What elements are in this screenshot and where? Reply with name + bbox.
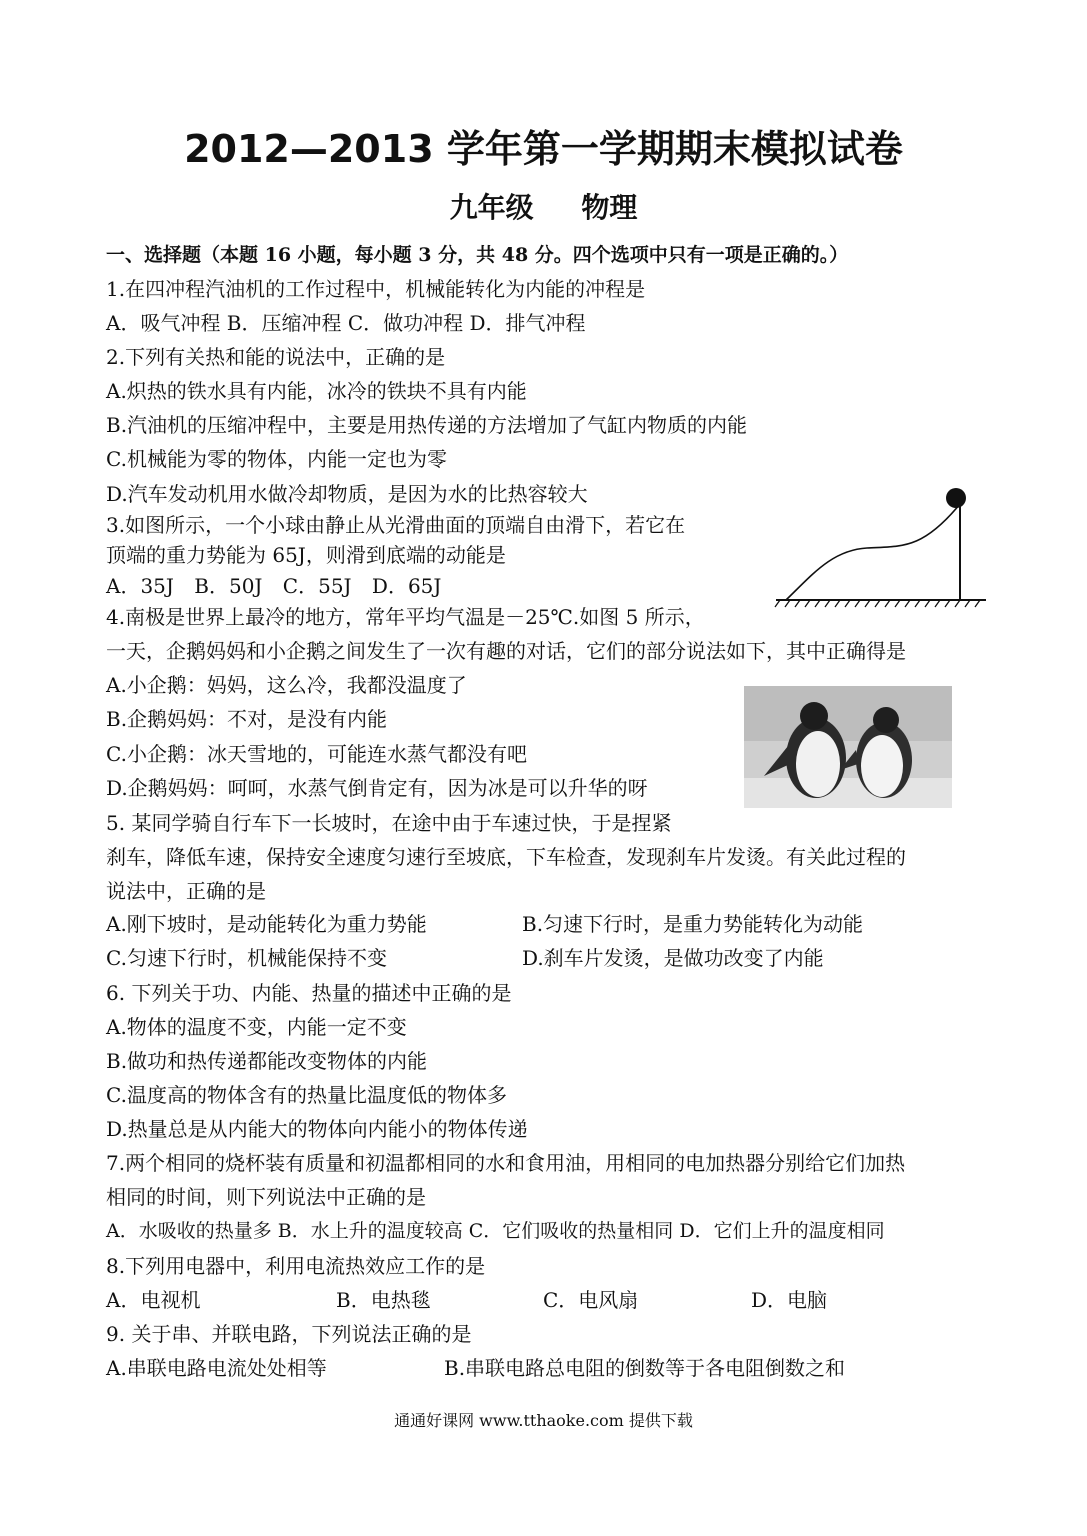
q3-options: A．35J B．50J C．55J D．65J — [106, 574, 442, 598]
q8-stem: 8.下列用电器中，利用电流热效应工作的是 — [106, 1254, 486, 1278]
q2-option-c: C.机械能为零的物体，内能一定也为零 — [106, 447, 447, 471]
q9-option-a: A.串联电路电流处处相等 — [106, 1356, 327, 1380]
q5-stem-3: 说法中，正确的是 — [106, 879, 266, 903]
ball-icon — [946, 488, 966, 508]
q6-stem: 6. 下列关于功、内能、热量的描述中正确的是 — [106, 981, 512, 1005]
q3-stem-2: 顶端的重力势能为 65J，则滑到底端的动能是 — [106, 543, 506, 567]
q4-option-b: B.企鹅妈妈：不对，是没有内能 — [106, 707, 388, 731]
q2-option-d: D.汽车发动机用水做冷却物质，是因为水的比热容较大 — [106, 482, 588, 506]
q2-option-b: B.汽油机的压缩冲程中，主要是用热传递的方法增加了气缸内物质的内能 — [106, 413, 748, 437]
q2-option-a: A.炽热的铁水具有内能，冰冷的铁块不具有内能 — [106, 379, 527, 403]
penguins-photo — [744, 686, 952, 808]
q6-option-d: D.热量总是从内能大的物体向内能小的物体传递 — [106, 1117, 528, 1141]
q5-option-a: A.刚下坡时，是动能转化为重力势能 — [106, 912, 427, 936]
curved-slope-figure — [772, 480, 988, 610]
q4-option-a: A.小企鹅：妈妈，这么冷，我都没温度了 — [106, 673, 467, 697]
page-footer: 通通好课网 www.tthaoke.com 提供下载 — [394, 1411, 693, 1430]
q6-option-c: C.温度高的物体含有的热量比温度低的物体多 — [106, 1083, 507, 1107]
ground-hatch — [775, 600, 980, 607]
q4-option-d: D.企鹅妈妈：呵呵，水蒸气倒肯定有，因为冰是可以升华的呀 — [106, 776, 648, 800]
q5-option-c: C.匀速下行时，机械能保持不变 — [106, 946, 387, 970]
q1-options: A．吸气冲程 B．压缩冲程 C．做功冲程 D．排气冲程 — [106, 311, 586, 335]
q7-stem-2: 相同的时间，则下列说法中正确的是 — [106, 1185, 426, 1209]
q2-stem: 2.下列有关热和能的说法中，正确的是 — [106, 345, 446, 369]
exam-subtitle: 九年级 物理 — [449, 191, 638, 224]
curved-track — [786, 504, 960, 600]
q5-stem-2: 刹车，降低车速，保持安全速度匀速行至坡底，下车检查，发现刹车片发烫。有关此过程的 — [106, 845, 906, 869]
q9-option-b: B.串联电路总电阻的倒数等于各电阻倒数之和 — [444, 1356, 846, 1380]
q8-option-c: C．电风扇 — [543, 1288, 639, 1312]
q7-options: A．水吸收的热量多 B．水上升的温度较高 C．它们吸收的热量相同 D．它们上升的温度相同 — [106, 1220, 885, 1242]
q8-option-d: D．电脑 — [751, 1288, 828, 1312]
q9-stem: 9. 关于串、并联电路，下列说法正确的是 — [106, 1322, 472, 1346]
q4-option-c: C.小企鹅：冰天雪地的，可能连水蒸气都没有吧 — [106, 742, 527, 766]
q6-option-a: A.物体的温度不变，内能一定不变 — [106, 1015, 407, 1039]
q6-option-b: B.做功和热传递都能改变物体的内能 — [106, 1049, 428, 1073]
q7-stem-1: 7.两个相同的烧杯装有质量和初温都相同的水和食用油，用相同的电加热器分别给它们加热 — [106, 1151, 906, 1175]
q5-stem-1: 5. 某同学骑自行车下一长坡时，在途中由于车速过快，于是捏紧 — [106, 811, 672, 835]
q5-option-b: B.匀速下行时，是重力势能转化为动能 — [522, 912, 864, 936]
q4-stem-1: 4.南极是世界上最冷的地方，常年平均气温是－25℃.如图 5 所示， — [106, 605, 705, 629]
q8-option-a: A．电视机 — [106, 1288, 201, 1312]
section-heading: 一、选择题（本题 16 小题，每小题 3 分，共 48 分。四个选项中只有一项是正确的。） — [106, 244, 849, 266]
q3-stem-1: 3.如图所示，一个小球由静止从光滑曲面的顶端自由滑下，若它在 — [106, 513, 686, 537]
q1-stem: 1.在四冲程汽油机的工作过程中，机械能转化为内能的冲程是 — [106, 277, 646, 301]
exam-title: 2012—2013 学年第一学期期末模拟试卷 — [184, 127, 903, 171]
q8-option-b: B．电热毯 — [336, 1288, 431, 1312]
q4-stem-2: 一天，企鹅妈妈和小企鹅之间发生了一次有趣的对话，它们的部分说法如下，其中正确得是 — [106, 639, 906, 663]
q5-option-d: D.刹车片发烫，是做功改变了内能 — [522, 946, 824, 970]
